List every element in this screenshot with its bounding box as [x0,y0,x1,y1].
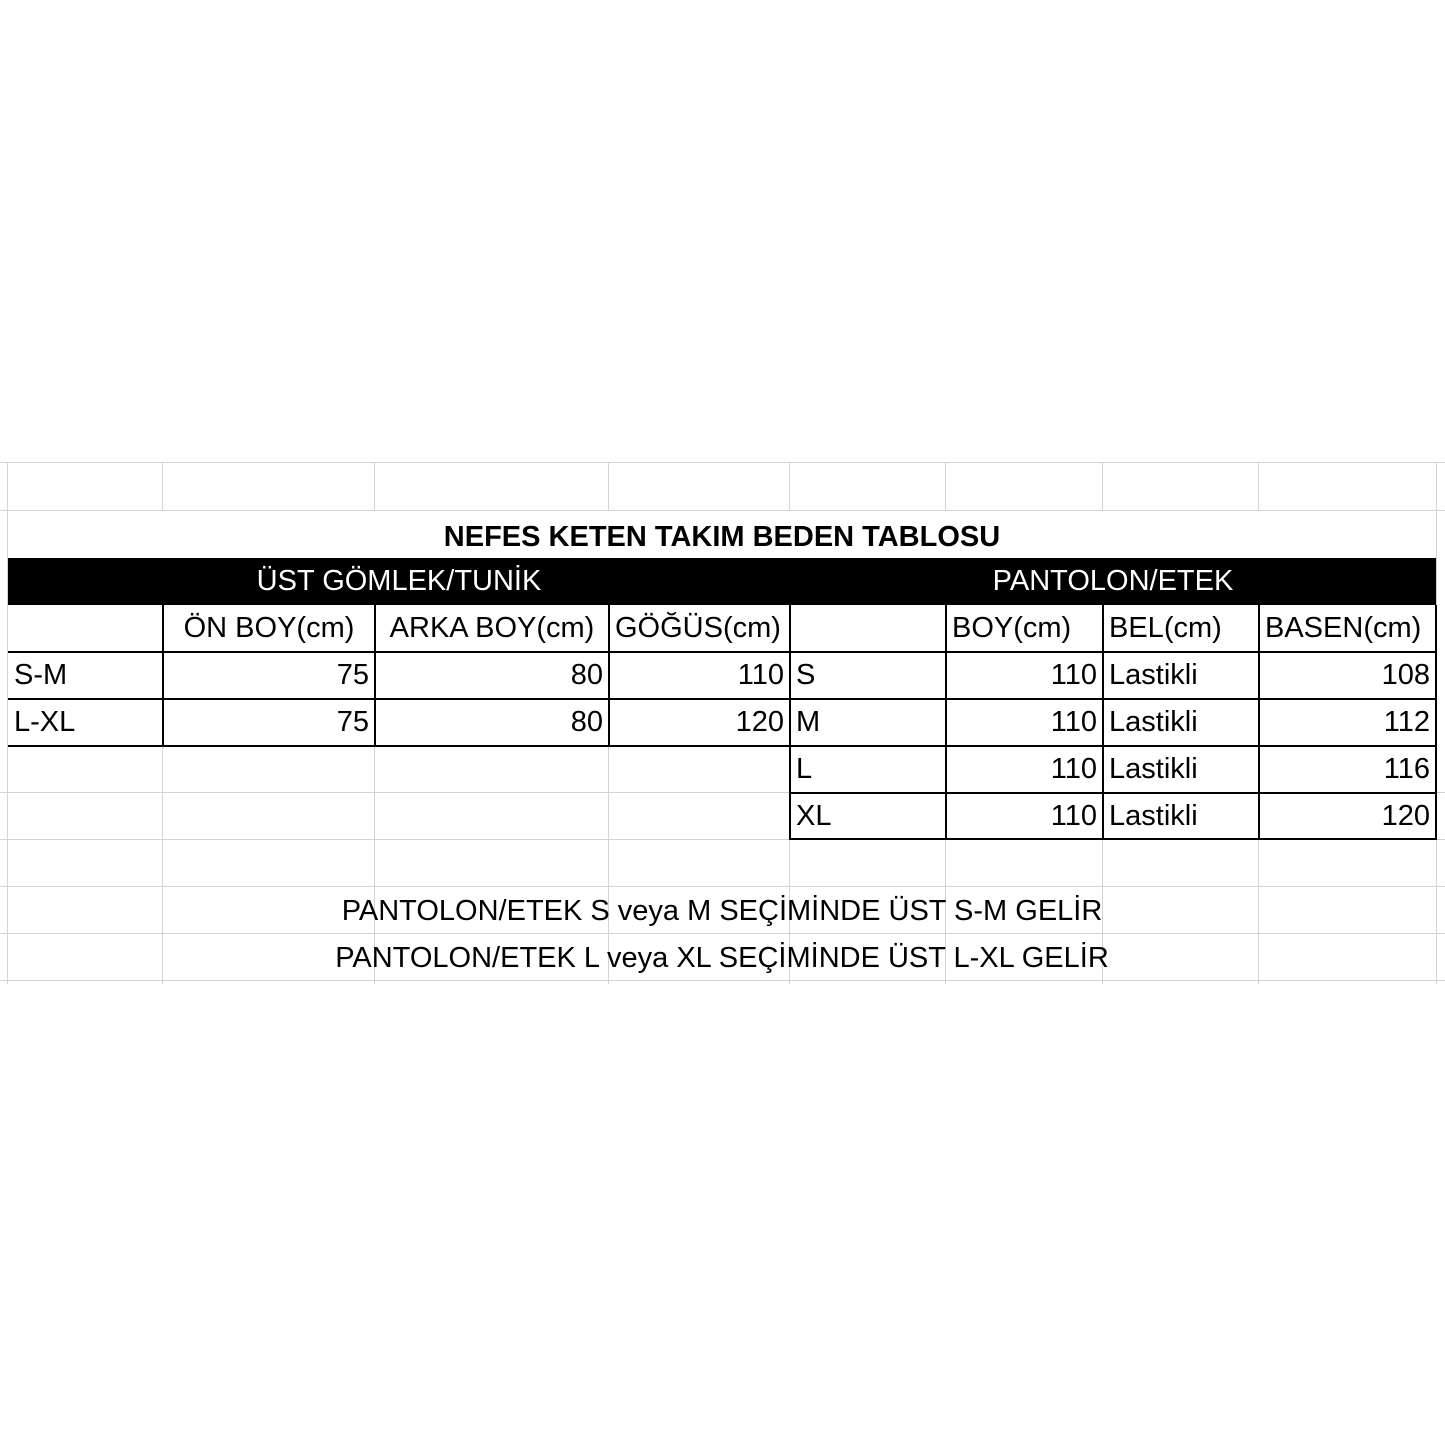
bottom-row-boy: 110 [946,699,1103,746]
top-col-header-gogus: GÖĞÜS(cm) [609,605,790,652]
gridline [1102,462,1103,510]
bottom-row-bel: Lastikli [1103,793,1259,839]
gridline [374,462,375,510]
table-border [8,651,790,653]
table-border [374,605,376,747]
top-row-gogus: 120 [609,699,790,746]
bottom-row-basen: 112 [1259,699,1436,746]
table-border [790,792,1436,794]
gridline [789,462,790,510]
table-border [1102,605,1104,840]
bottom-row-size: L [790,746,946,793]
gridline [1258,839,1259,886]
bottom-col-header-basen: BASEN(cm) [1259,605,1436,652]
gridline [608,746,609,886]
table-border [790,698,1436,700]
top-section-heading: ÜST GÖMLEK/TUNİK [8,558,790,605]
page-title: NEFES KETEN TAKIM BEDEN TABLOSU [8,514,1436,560]
bottom-row-size: XL [790,793,946,839]
gridline [162,746,163,886]
table-border [8,698,790,700]
table-border [789,605,791,840]
table-border [790,838,1436,840]
gridline [608,462,609,510]
table-border [790,745,1436,747]
gridline [162,462,163,510]
gridline [0,510,1445,511]
gridline [789,839,790,886]
gridline [374,746,375,886]
table-border [945,605,947,840]
bottom-row-boy: 110 [946,652,1103,699]
table-border [608,605,610,747]
bottom-col-header-bel: BEL(cm) [1103,605,1259,652]
table-border [1435,605,1437,840]
bottom-row-bel: Lastikli [1103,746,1259,793]
top-row-arka-boy: 80 [375,652,609,699]
top-row-on-boy: 75 [163,699,375,746]
bottom-row-basen: 116 [1259,746,1436,793]
gridline [945,839,946,886]
bottom-row-basen: 120 [1259,793,1436,839]
top-col-header-on-boy: ÖN BOY(cm) [163,605,375,652]
note-line: PANTOLON/ETEK L veya XL SEÇİMİNDE ÜST L-XL GELİR [335,941,1109,974]
gridline [0,462,1445,463]
top-row-arka-boy: 80 [375,699,609,746]
table-border [162,605,164,747]
bottom-row-size: S [790,652,946,699]
table-border [1258,605,1260,840]
bottom-row-bel: Lastikli [1103,699,1259,746]
bottom-row-boy: 110 [946,746,1103,793]
top-row-gogus: 110 [609,652,790,699]
bottom-row-basen: 108 [1259,652,1436,699]
top-col-header-arka-boy: ARKA BOY(cm) [375,605,609,652]
table-border [8,745,790,747]
top-row-size: L-XL [8,699,163,746]
bottom-section-heading: PANTOLON/ETEK [790,558,1436,605]
bottom-col-header-size [790,605,946,652]
top-row-size: S-M [8,652,163,699]
bottom-row-size: M [790,699,946,746]
gridline [945,462,946,510]
gridline [1258,462,1259,510]
bottom-col-header-boy: BOY(cm) [946,605,1103,652]
gridline [0,886,1445,887]
note-line: PANTOLON/ETEK S veya M SEÇİMİNDE ÜST S-M GELİR [341,894,1103,927]
bottom-row-bel: Lastikli [1103,652,1259,699]
size-chart-sheet [0,462,1445,984]
gridline [1102,839,1103,886]
table-border [790,651,1436,653]
bottom-row-boy: 110 [946,793,1103,839]
top-row-on-boy: 75 [163,652,375,699]
top-col-header-size [8,605,163,652]
